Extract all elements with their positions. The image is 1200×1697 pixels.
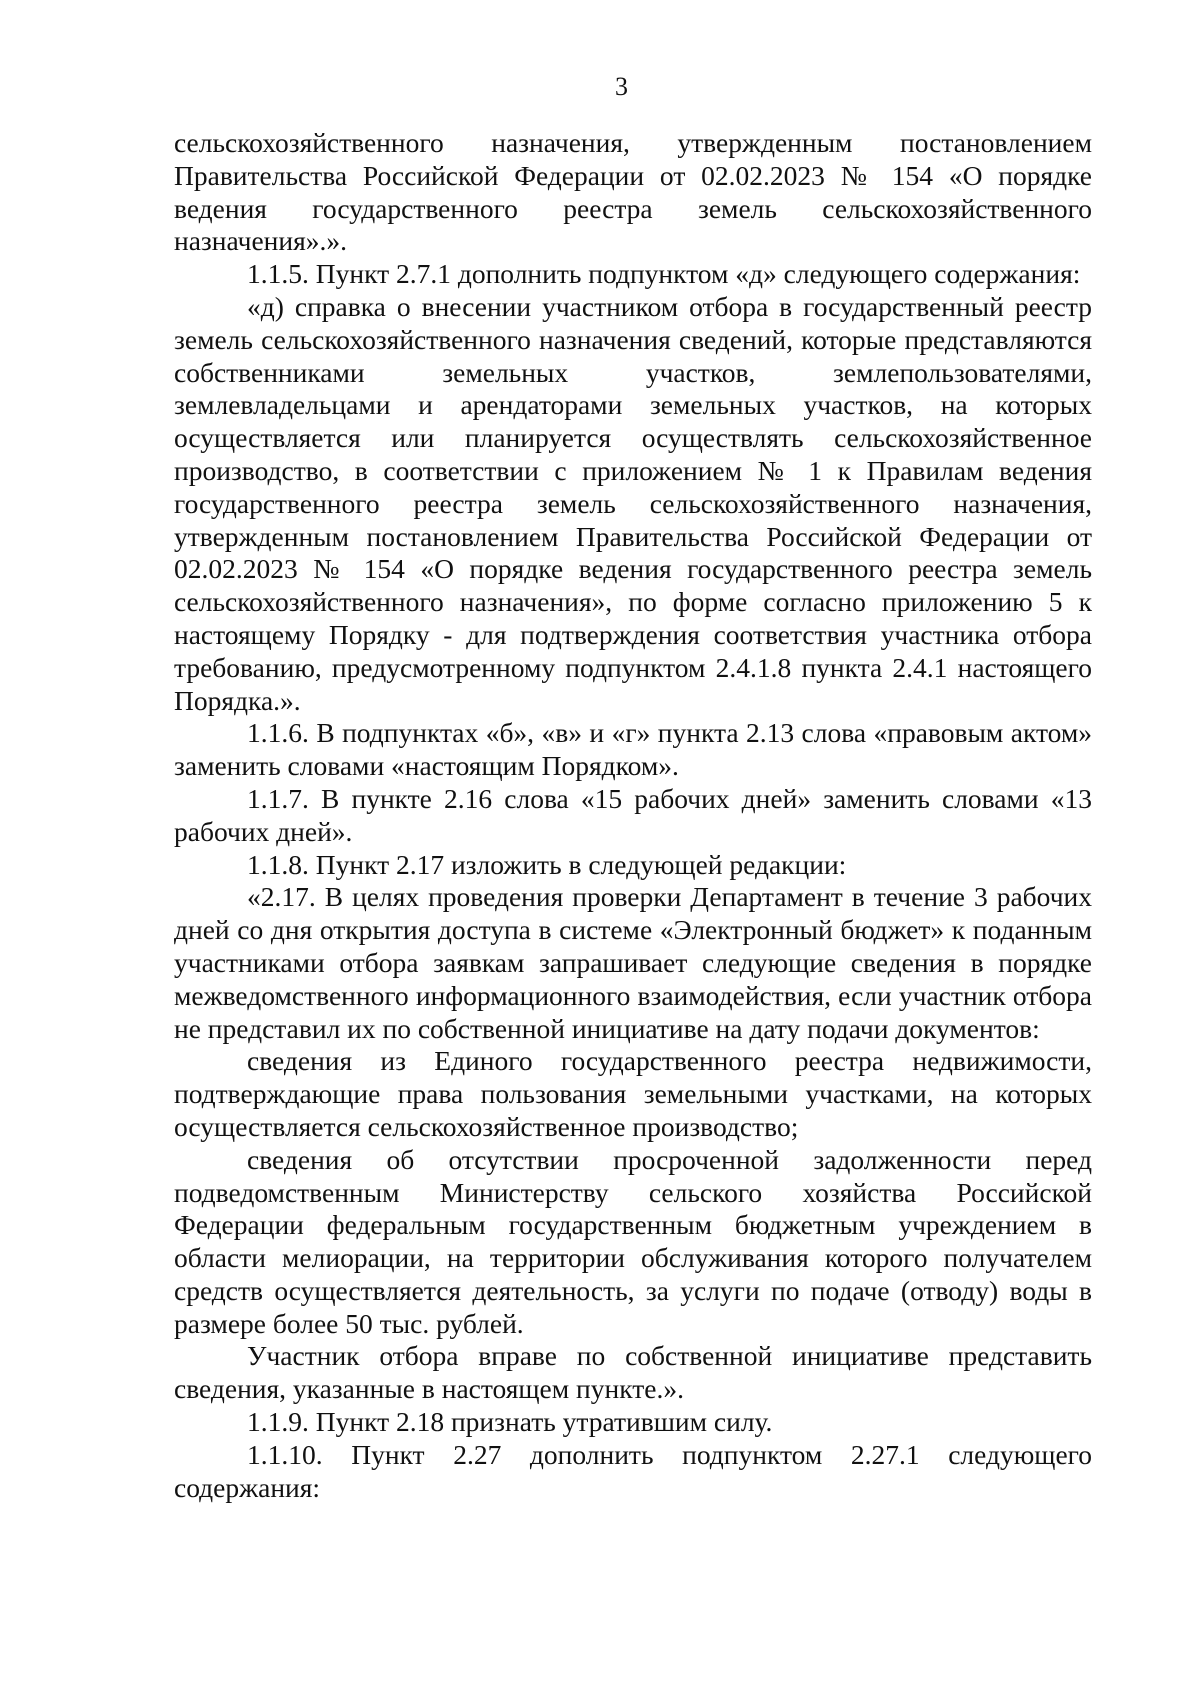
paragraph-2-17: «2.17. В целях проведения проверки Департамент в течение 3 рабочих дней со дня открытия доступа в системе «Электронный бюджет» к поданным участниками отбора заявкам запрашивает следующие сведения в порядке межведомственного информационного взаимодействия, если участник отбора не представил их по собственной инициативе на дату подачи документов: (174, 881, 1092, 1044)
paragraph-1-1-9: 1.1.9. Пункт 2.18 признать утратившим силу. (247, 1406, 773, 1438)
paragraph-1-1-7: 1.1.7. В пункте 2.16 слова «15 рабочих дней» заменить словами «13 рабочих дней». (174, 782, 1092, 847)
paragraph-1-1-8: 1.1.8. Пункт 2.17 изложить в следующей редакции: (247, 848, 847, 880)
paragraph-1-1-5: 1.1.5. Пункт 2.7.1 дополнить подпунктом «д» следующего содержания: (247, 258, 1081, 290)
paragraph-1-1-6: 1.1.6. В подпунктах «б», «в» и «г» пункта 2.13 слова «правовым актом» заменить словами «настоящим Порядком». (174, 717, 1092, 782)
paragraph-egrn-info: сведения из Единого государственного реестра недвижимости, подтверждающие права пользования земельными участками, на которых осуществляется сельскохозяйственное производство; (174, 1045, 1092, 1142)
page-number: 3 (615, 72, 628, 101)
paragraph-participant-right: Участник отбора вправе по собственной инициативе представить сведения, указанные в настоящем пункте.». (174, 1340, 1092, 1405)
paragraph-continuation: сельскохозяйственного назначения, утвержденным постановлением Правительства Российской Федерации от 02.02.2023 № 154 «О порядке ведения государственного реестра земель сельскохозяйственного назначения».». (174, 127, 1092, 257)
paragraph-subclause-d: «д) справка о внесении участником отбора в государственный реестр земель сельскохозяйственного назначения сведений, которые представляются собственниками земельных участков, землепользователями, землевладельцами и арендаторами земельных участков, на которых осуществляется или планируется осуществлять сельскохозяйственное производство, в соответствии с приложением № 1 к Правилам ведения государственного реестра земель сельскохозяйственного назначения, утвержденным постановлением Правительства Российской Федерации от 02.02.2023 № 154 «О порядке ведения государственного реестра земель сельскохозяйственного назначения», по форме согласно приложению 5 к настоящему Порядку - для подтверждения соответствия участника отбора требованию, предусмотренному подпунктом 2.4.1.8 пункта 2.4.1 настоящего Порядка.». (174, 290, 1092, 716)
document-body (174, 127, 1092, 1504)
paragraph-1-1-10: 1.1.10. Пункт 2.27 дополнить подпунктом 2.27.1 следующего содержания: (174, 1438, 1092, 1503)
paragraph-debt-info: сведения об отсутствии просроченной задолженности перед подведомственным Министерству сельского хозяйства Российской Федерации федеральным государственным бюджетным учреждением в области мелиорации, на территории обслуживания которого получателем средств осуществляется деятельность, за услуги по подаче (отводу) воды в размере более 50 тыс. рублей. (174, 1143, 1092, 1339)
